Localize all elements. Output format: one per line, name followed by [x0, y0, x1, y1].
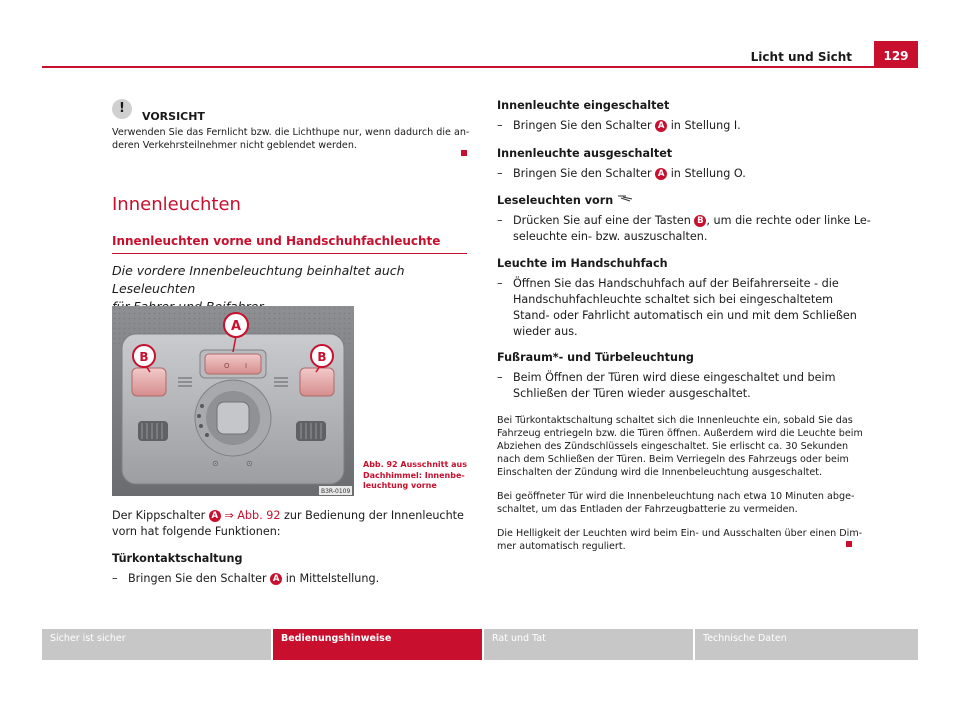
info-paragraph-2 [497, 490, 854, 516]
info-paragraph-1 [497, 414, 863, 479]
page-heading: Innenleuchten [112, 194, 241, 215]
subheading-rule [112, 253, 467, 254]
reading-lights-text-a: Drücken Sie auf eine der Tasten [513, 214, 691, 227]
glovebox-line-3: Stand- oder Fahrlicht automatisch ein und mit dem Schließen [513, 309, 857, 322]
info-p1-line: nach dem Schließen der Türen. Beim Verriegeln des Fahrzeugs oder beim [497, 454, 849, 465]
footer-tab-technical[interactable]: Technische Daten [695, 629, 918, 660]
reading-lights-line-2: seleuchte ein- bzw. auszuschalten. [513, 230, 708, 243]
figure-caption [363, 460, 467, 492]
reading-lights-title-text: Leseleuchten vorn [497, 194, 614, 207]
badge-a: A [270, 573, 282, 585]
reading-lights-title [497, 193, 633, 209]
header-rule [42, 66, 918, 68]
glovebox-title: Leuchte im Handschuhfach [497, 257, 668, 270]
door-contact-text-a: Bringen Sie den Schalter [128, 572, 267, 585]
svg-text:⊙: ⊙ [246, 459, 253, 468]
svg-text:O: O [224, 362, 230, 370]
caution-line-1: Verwenden Sie das Fernlicht bzw. die Lichthupe nur, wenn dadurch die an- [112, 127, 470, 138]
glovebox-line-4: wieder aus. [513, 325, 578, 338]
door-contact-text-b: in Mittelstellung. [285, 572, 380, 585]
info-paragraph-3 [497, 527, 862, 553]
end-marker [461, 150, 467, 156]
footer-tab-safety[interactable]: Sicher ist sicher [42, 629, 271, 660]
callout-b-left-label: B [139, 350, 149, 364]
intro-line-1: Die vordere Innenbeleuchtung beinhaltet auch Leseleuchten [112, 263, 405, 296]
badge-a: A [655, 120, 667, 132]
figure-caption-line-1: Abb. 92 Ausschnitt aus [363, 460, 467, 469]
light-off-title: Innenleuchte ausgeschaltet [497, 147, 673, 160]
switch-paragraph [112, 508, 464, 524]
reading-light-icon [617, 194, 633, 204]
end-marker [846, 541, 852, 547]
switch-text-a: Der Kippschalter [112, 509, 206, 522]
exclamation-icon: ! [112, 99, 132, 119]
figure-caption-line-2: Dachhimmel: Innenbe- [363, 470, 465, 480]
info-p3-line: Die Helligkeit der Leuchten wird beim Ein- und Ausschalten über einen Dim- [497, 528, 863, 539]
figure-link[interactable]: ⇒ Abb. 92 [224, 509, 281, 522]
svg-text:⊙: ⊙ [212, 459, 219, 468]
light-off-text-b: in Stellung O. [670, 167, 746, 180]
reading-lights-text-b: , um die rechte oder linke Le- [706, 214, 871, 227]
switch-paragraph-line-2: vorn hat folgende Funktionen: [112, 525, 281, 538]
glovebox-line-1: Öffnen Sie das Handschuhfach auf der Beifahrerseite - die [513, 277, 839, 290]
badge-a: A [209, 510, 221, 522]
footer-tab-operation[interactable]: Bedienungshinweise [273, 629, 482, 660]
info-p1-line: Bei Türkontaktschaltung schaltet sich die Innenleuchte ein, sobald Sie das [497, 415, 853, 426]
footwell-title: Fußraum*- und Türbeleuchtung [497, 351, 694, 364]
footer-tab-advice[interactable]: Rat und Tat [484, 629, 693, 660]
info-p3-line: mer automatisch reguliert. [497, 541, 626, 552]
svg-text:I: I [245, 362, 248, 370]
caution-line-2: deren Verkehrsteilnehmer nicht geblendet werden. [112, 140, 357, 151]
callout-a [224, 313, 248, 337]
light-on-text-b: in Stellung I. [670, 119, 741, 132]
info-p1-line: Fahrzeug entriegeln bzw. die Türen öffnen. Außerdem wird die Leuchte beim [497, 428, 863, 439]
interior-light-photo [112, 306, 354, 496]
light-off-text-a: Bringen Sie den Schalter [513, 167, 652, 180]
callout-a-label: A [230, 319, 242, 334]
badge-b: B [694, 215, 706, 227]
callout-b-left [133, 345, 155, 367]
info-p1-line: Abziehen des Zündschlüssels eingeschaltet. Sie erlischt ca. 30 Sekunden [497, 441, 849, 452]
section-title: Licht und Sicht [750, 50, 852, 64]
badge-a: A [655, 168, 667, 180]
light-on-title: Innenleuchte eingeschaltet [497, 99, 670, 112]
info-p2-line: Bei geöffneter Tür wird die Innenbeleuchtung nach etwa 10 Minuten abge- [497, 491, 855, 502]
callout-b-right-label: B [317, 350, 327, 364]
page-number: 129 [874, 41, 918, 67]
info-p2-line: schaltet, um das Entladen der Fahrzeugbatterie zu vermeiden. [497, 504, 798, 515]
glovebox-line-2: Handschuhfachleuchte schaltet sich bei eingeschaltetem [513, 293, 834, 306]
footwell-line-1: Beim Öffnen der Türen wird diese eingeschaltet und beim [513, 371, 836, 384]
door-contact-title: Türkontaktschaltung [112, 552, 243, 565]
switch-text-b: zur Bedienung der Innenleuchte [284, 509, 464, 522]
caution-title: VORSICHT [142, 110, 205, 123]
figure-code: B3R-0109 [321, 488, 351, 495]
info-p1-line: Einschalten der Zündung wird die Innenbeleuchtung ausgeschaltet. [497, 467, 823, 478]
footwell-line-2: Schließen der Türen wieder ausgeschaltet. [513, 387, 751, 400]
subheading: Innenleuchten vorne und Handschuhfachleuchte [112, 234, 441, 248]
figure-caption-line-3: leuchtung vorne [363, 481, 437, 490]
light-on-text-a: Bringen Sie den Schalter [513, 119, 652, 132]
callout-b-right [311, 345, 333, 367]
footer-nav [42, 629, 918, 660]
